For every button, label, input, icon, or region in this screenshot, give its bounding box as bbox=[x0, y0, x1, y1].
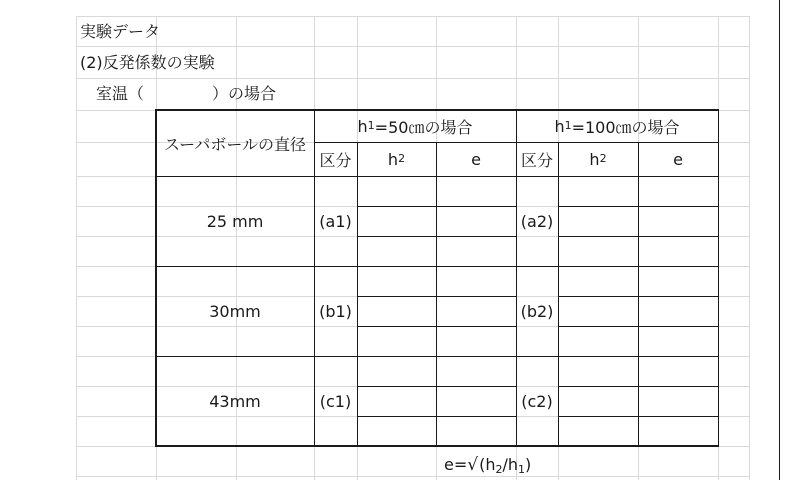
formula-sub-1: 1 bbox=[518, 463, 526, 476]
data-entry-cell[interactable] bbox=[639, 207, 718, 236]
data-entry-cell[interactable] bbox=[437, 207, 516, 236]
data-entry-cell[interactable] bbox=[358, 417, 436, 446]
data-entry-cell[interactable] bbox=[437, 237, 516, 266]
section-label-b2: (b2) bbox=[520, 301, 554, 321]
section-label-b1: (b1) bbox=[319, 301, 352, 321]
section-label-a1: (a1) bbox=[319, 211, 352, 231]
sheet-right-edge bbox=[779, 0, 780, 480]
room-temp-label: 室温（ bbox=[96, 84, 145, 103]
data-entry-cell[interactable] bbox=[639, 297, 718, 326]
h1-50-suffix: =50㎝の場合 bbox=[374, 117, 473, 137]
data-entry-cell[interactable] bbox=[559, 417, 638, 446]
diameter-label-43mm: 43mm bbox=[209, 391, 261, 411]
h2-header-right: h 2 bbox=[589, 149, 607, 169]
data-entry-cell[interactable] bbox=[559, 327, 638, 356]
data-entry-cell[interactable] bbox=[358, 327, 436, 356]
sheet-gridline-h bbox=[76, 46, 749, 47]
data-entry-cell[interactable] bbox=[639, 267, 718, 296]
data-entry-cell[interactable] bbox=[358, 177, 436, 206]
data-entry-cell[interactable] bbox=[639, 327, 718, 356]
sheet-gridline-h bbox=[76, 476, 749, 477]
h1-100-suffix: =100㎝の場合 bbox=[571, 117, 680, 137]
section-header-left: 区分 bbox=[319, 150, 352, 170]
data-entry-cell[interactable] bbox=[639, 387, 718, 416]
data-entry-cell[interactable] bbox=[358, 297, 436, 326]
diameter-label-30mm: 30mm bbox=[209, 301, 261, 321]
data-entry-cell[interactable] bbox=[559, 237, 638, 266]
h1-50cm-group-header: h 1 =50㎝の場合 bbox=[357, 116, 473, 137]
data-entry-cell[interactable] bbox=[358, 207, 436, 236]
data-entry-cell[interactable] bbox=[559, 357, 638, 386]
sheet-gridline-h bbox=[76, 78, 749, 79]
data-entry-cell[interactable] bbox=[437, 417, 516, 446]
h2-header-left: h 2 bbox=[387, 149, 406, 169]
data-entry-cell[interactable] bbox=[437, 177, 516, 206]
data-entry-cell[interactable] bbox=[437, 267, 516, 296]
data-entry-cell[interactable] bbox=[559, 387, 638, 416]
diameter-label-25mm: 25 mm bbox=[206, 211, 264, 231]
e-header-left: e bbox=[471, 149, 481, 169]
formula-slash: /h bbox=[502, 455, 519, 474]
data-entry-cell[interactable] bbox=[639, 177, 718, 206]
square-root-icon: √ bbox=[467, 455, 479, 475]
section-label-a2: (a2) bbox=[520, 211, 554, 231]
data-entry-cell[interactable] bbox=[559, 297, 638, 326]
section-header-right: 区分 bbox=[520, 150, 553, 170]
ball-diameter-header: スーパボールの直径 bbox=[163, 134, 307, 154]
h1-100-prefix: h bbox=[554, 116, 565, 136]
restitution-formula bbox=[444, 455, 531, 475]
room-temp-suffix: ）の場合 bbox=[212, 84, 277, 103]
e-header-right: e bbox=[673, 149, 683, 169]
h1-100cm-group-header: h 1 =100㎝の場合 bbox=[554, 116, 680, 137]
data-entry-cell[interactable] bbox=[358, 267, 436, 296]
formula-open: (h bbox=[479, 455, 496, 474]
data-entry-cell[interactable] bbox=[437, 327, 516, 356]
data-entry-cell[interactable] bbox=[358, 357, 436, 386]
data-entry-cell[interactable] bbox=[559, 177, 638, 206]
experiment-subtitle: (2)反発係数の実験 bbox=[80, 53, 215, 72]
sheet-gridline-v bbox=[749, 16, 750, 480]
formula-sub-2: 2 bbox=[495, 463, 503, 476]
data-entry-cell[interactable] bbox=[639, 357, 718, 386]
data-entry-cell[interactable] bbox=[437, 357, 516, 386]
sheet-title: 実験データ bbox=[80, 22, 161, 41]
data-entry-cell[interactable] bbox=[639, 237, 718, 266]
h1-50-prefix: h bbox=[357, 116, 368, 136]
formula-close: ) bbox=[525, 455, 532, 474]
section-label-c1: (c1) bbox=[319, 391, 352, 411]
sheet-gridline-v bbox=[76, 16, 77, 480]
section-label-c2: (c2) bbox=[521, 391, 553, 411]
h2-left-prefix: h bbox=[387, 149, 399, 169]
data-entry-cell[interactable] bbox=[437, 387, 516, 416]
data-entry-cell[interactable] bbox=[358, 387, 436, 416]
h2-right-prefix: h bbox=[589, 149, 600, 169]
data-entry-cell[interactable] bbox=[358, 237, 436, 266]
room-temp-input[interactable] bbox=[150, 84, 210, 104]
data-entry-cell[interactable] bbox=[437, 297, 516, 326]
data-entry-cell[interactable] bbox=[559, 267, 638, 296]
data-entry-cell[interactable] bbox=[559, 207, 638, 236]
formula-lhs: e= bbox=[444, 455, 468, 474]
sheet-gridline-h bbox=[76, 16, 749, 17]
data-entry-cell[interactable] bbox=[639, 417, 718, 446]
